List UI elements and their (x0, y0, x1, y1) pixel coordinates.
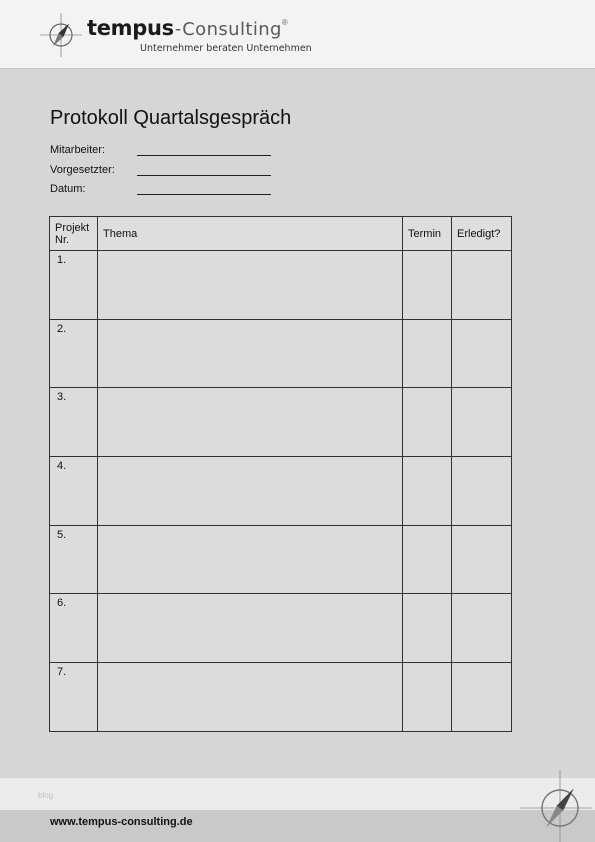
cell-erledigt (452, 319, 512, 388)
header-erledigt: Erledigt? (452, 217, 512, 251)
cell-nr: 6. (50, 594, 98, 663)
cell-erledigt (452, 251, 512, 320)
table-row (50, 663, 512, 732)
compass-icon (38, 12, 84, 58)
brand-wordmark (87, 16, 288, 40)
header-termin: Termin (403, 217, 452, 251)
cell-thema (98, 525, 403, 594)
website-link[interactable]: www.tempus-consulting.de (50, 816, 193, 828)
cell-termin (403, 388, 452, 457)
field-mitarbeiter (50, 144, 280, 158)
field-vorgesetzter (50, 164, 280, 178)
field-label: Vorgesetzter: (50, 164, 115, 176)
table-header-row (50, 217, 512, 251)
cell-termin (403, 457, 452, 526)
table-row (50, 388, 512, 457)
header-thema: Thema (98, 217, 403, 251)
brand-main: tempus (87, 16, 174, 40)
cell-nr: 2. (50, 319, 98, 388)
header-projekt-nr: Projekt Nr. (50, 217, 98, 251)
brand-dash: - (174, 19, 182, 40)
tagline: Unternehmer beraten Unternehmen (140, 43, 312, 54)
footer-light-band (0, 778, 595, 810)
page-header (0, 0, 595, 69)
cell-nr: 5. (50, 525, 98, 594)
field-datum (50, 183, 280, 197)
cell-termin (403, 594, 452, 663)
cell-erledigt (452, 663, 512, 732)
field-label: Mitarbeiter: (50, 144, 106, 156)
cell-thema (98, 663, 403, 732)
cell-nr: 7. (50, 663, 98, 732)
cell-erledigt (452, 594, 512, 663)
fill-in-line (137, 155, 271, 156)
cell-thema (98, 457, 403, 526)
protocol-table (49, 216, 512, 732)
field-label: Datum: (50, 183, 86, 195)
page-title: Protokoll Quartalsgespräch (50, 107, 292, 129)
cell-nr: 1. (50, 251, 98, 320)
cell-thema (98, 388, 403, 457)
cell-thema (98, 319, 403, 388)
cell-termin (403, 251, 452, 320)
table-row (50, 594, 512, 663)
cell-erledigt (452, 457, 512, 526)
cell-thema (98, 594, 403, 663)
cell-nr: 4. (50, 457, 98, 526)
fill-in-line (137, 194, 271, 195)
brand-sub: Consulting (182, 19, 282, 40)
cell-termin (403, 525, 452, 594)
cell-erledigt (452, 525, 512, 594)
table-row (50, 457, 512, 526)
cell-erledigt (452, 388, 512, 457)
table-row (50, 319, 512, 388)
cell-nr: 3. (50, 388, 98, 457)
cell-thema (98, 251, 403, 320)
registered-mark: ® (281, 18, 288, 27)
blog-watermark: blog (38, 791, 54, 800)
cell-termin (403, 663, 452, 732)
cell-termin (403, 319, 452, 388)
table-row (50, 525, 512, 594)
compass-icon (520, 770, 592, 842)
table-row (50, 251, 512, 320)
fill-in-line (137, 175, 271, 176)
